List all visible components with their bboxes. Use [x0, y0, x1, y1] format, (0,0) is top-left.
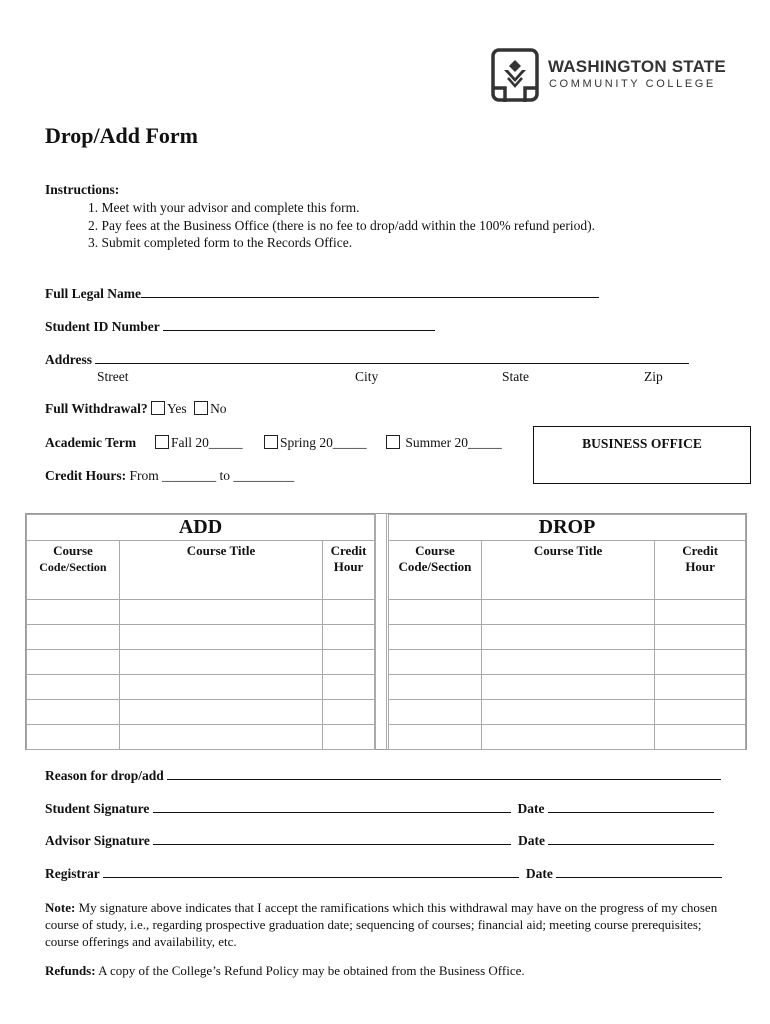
term-spring-option: [264, 435, 367, 451]
add-col-credit-hour: Credit Hour: [323, 541, 375, 600]
table-row: [27, 675, 375, 700]
student-id-row: [45, 319, 435, 335]
add-cell[interactable]: [323, 700, 375, 725]
drop-cell[interactable]: [481, 725, 654, 750]
table-divider: [375, 513, 387, 750]
table-row: [27, 625, 375, 650]
drop-cell[interactable]: [655, 675, 746, 700]
term-fall-option: [155, 435, 243, 451]
table-row: [27, 725, 375, 750]
note-text: My signature above indicates that I accept the ramifications which this withdrawal may have on the progress of my chosen course of study, i.e., regarding prospective graduation date; sequencing of courses; financial aid; meeting course prerequisites; course offerings and availability, etc.: [45, 900, 718, 949]
add-cell[interactable]: [119, 725, 322, 750]
withdrawal-yes-label: Yes: [167, 401, 187, 416]
address-state-label: State: [502, 369, 529, 384]
note-label: Note:: [45, 900, 76, 915]
add-cell[interactable]: [119, 700, 322, 725]
refunds-label: Refunds:: [45, 963, 96, 978]
table-row: [27, 700, 375, 725]
drop-cell[interactable]: [481, 650, 654, 675]
academic-term-row: [45, 435, 136, 451]
add-col-course-title: Course Title: [119, 541, 322, 600]
student-date-label: Date: [517, 801, 545, 816]
student-id-label: Student ID Number: [45, 319, 160, 334]
add-cell[interactable]: [119, 600, 322, 625]
term-summer-label: Summer 20_____: [405, 435, 502, 450]
drop-cell[interactable]: [655, 700, 746, 725]
address-row: [45, 352, 689, 368]
drop-table-title: DROP: [389, 515, 746, 541]
college-logo: [491, 48, 731, 106]
add-cell[interactable]: [27, 650, 120, 675]
term-spring-label: Spring 20_____: [280, 435, 367, 450]
registrar-row: [45, 866, 722, 882]
drop-col-course-code: Course Code/Section: [389, 541, 482, 600]
add-cell[interactable]: [119, 650, 322, 675]
drop-col-course-title: Course Title: [481, 541, 654, 600]
instructions-list: [88, 199, 595, 252]
student-signature-field[interactable]: [153, 801, 511, 813]
drop-cell[interactable]: [389, 700, 482, 725]
business-office-box: [533, 426, 751, 484]
add-cell[interactable]: [119, 675, 322, 700]
add-cell[interactable]: [323, 650, 375, 675]
drop-cell[interactable]: [655, 600, 746, 625]
reason-field[interactable]: [167, 768, 721, 780]
advisor-signature-field[interactable]: [153, 833, 511, 845]
add-cell[interactable]: [27, 700, 120, 725]
student-signature-label: Student Signature: [45, 801, 150, 816]
full-legal-name-field[interactable]: [141, 286, 599, 298]
full-withdrawal-label: Full Withdrawal?: [45, 401, 148, 416]
advisor-date-label: Date: [518, 833, 546, 848]
add-cell[interactable]: [323, 725, 375, 750]
page-title: Drop/Add Form: [45, 123, 198, 148]
full-legal-name-row: [45, 286, 599, 302]
full-legal-name-label: Full Legal Name: [45, 286, 141, 301]
drop-cell[interactable]: [481, 675, 654, 700]
academic-term-label: Academic Term: [45, 435, 137, 450]
add-col-course-code: Course Code/Section: [27, 541, 120, 600]
add-cell[interactable]: [323, 600, 375, 625]
address-field[interactable]: [95, 352, 689, 364]
withdrawal-yes-checkbox[interactable]: [151, 401, 165, 415]
instruction-item: 2. Pay fees at the Business Office (there is no fee to drop/add within the 100% refund period).: [88, 217, 595, 233]
table-row: [389, 625, 746, 650]
reason-row: [45, 768, 721, 784]
college-name-line2: COMMUNITY COLLEGE: [549, 78, 716, 90]
drop-cell[interactable]: [389, 650, 482, 675]
note-paragraph: [45, 899, 735, 950]
student-date-field[interactable]: [548, 801, 714, 813]
advisor-signature-label: Advisor Signature: [45, 833, 150, 848]
instruction-item: 3. Submit completed form to the Records Office.: [88, 235, 353, 250]
withdrawal-no-label: No: [210, 401, 227, 416]
drop-cell[interactable]: [655, 625, 746, 650]
drop-cell[interactable]: [481, 700, 654, 725]
student-signature-row: [45, 801, 714, 817]
table-row: [389, 650, 746, 675]
add-table-title: ADD: [27, 515, 375, 541]
instructions-heading: Instructions:: [45, 182, 120, 197]
add-cell[interactable]: [27, 600, 120, 625]
credit-hours-row: [45, 468, 294, 484]
table-row: [27, 600, 375, 625]
table-row: [27, 650, 375, 675]
drop-cell[interactable]: [481, 600, 654, 625]
address-zip-label: Zip: [644, 369, 663, 384]
refunds-text: A copy of the College’s Refund Policy may be obtained from the Business Office.: [95, 963, 525, 978]
table-row: [389, 675, 746, 700]
instruction-item: 1. Meet with your advisor and complete this form.: [88, 200, 360, 215]
advisor-signature-row: [45, 833, 714, 849]
term-spring-checkbox[interactable]: [264, 435, 278, 449]
refunds-paragraph: [45, 963, 525, 979]
withdrawal-no-checkbox[interactable]: [194, 401, 208, 415]
table-row: [389, 600, 746, 625]
drop-cell[interactable]: [389, 675, 482, 700]
add-cell[interactable]: [323, 675, 375, 700]
add-cell[interactable]: [323, 625, 375, 650]
add-cell[interactable]: [27, 675, 120, 700]
table-row: [389, 700, 746, 725]
college-emblem-icon: [491, 48, 541, 104]
registrar-label: Registrar: [45, 866, 100, 881]
drop-table: [388, 514, 746, 750]
credit-hours-range: From ________ to _________: [129, 468, 295, 483]
registrar-signature-field[interactable]: [103, 866, 519, 878]
table-row: [389, 725, 746, 750]
term-summer-option: [386, 435, 502, 451]
college-name-line1: WASHINGTON STATE: [548, 57, 726, 76]
address-label: Address: [45, 352, 93, 367]
drop-cell[interactable]: [655, 650, 746, 675]
add-table: [26, 514, 375, 750]
reason-label: Reason for drop/add: [45, 768, 164, 783]
address-city-label: City: [355, 369, 379, 384]
add-cell[interactable]: [27, 625, 120, 650]
registrar-date-label: Date: [525, 866, 553, 881]
term-fall-label: Fall 20_____: [171, 435, 243, 450]
drop-col-credit-hour: Credit Hour: [655, 541, 746, 600]
drop-cell[interactable]: [389, 625, 482, 650]
student-id-field[interactable]: [163, 319, 435, 331]
credit-hours-label: Credit Hours:: [45, 468, 127, 483]
address-street-label: Street: [97, 369, 129, 384]
add-cell[interactable]: [27, 725, 120, 750]
term-fall-checkbox[interactable]: [155, 435, 169, 449]
drop-cell[interactable]: [389, 725, 482, 750]
full-withdrawal-row: [45, 401, 227, 417]
advisor-date-field[interactable]: [548, 833, 714, 845]
registrar-date-field[interactable]: [556, 866, 722, 878]
drop-cell[interactable]: [481, 625, 654, 650]
drop-cell[interactable]: [655, 725, 746, 750]
drop-cell[interactable]: [389, 600, 482, 625]
business-office-label: BUSINESS OFFICE: [582, 436, 702, 451]
add-cell[interactable]: [119, 625, 322, 650]
term-summer-checkbox[interactable]: [386, 435, 400, 449]
